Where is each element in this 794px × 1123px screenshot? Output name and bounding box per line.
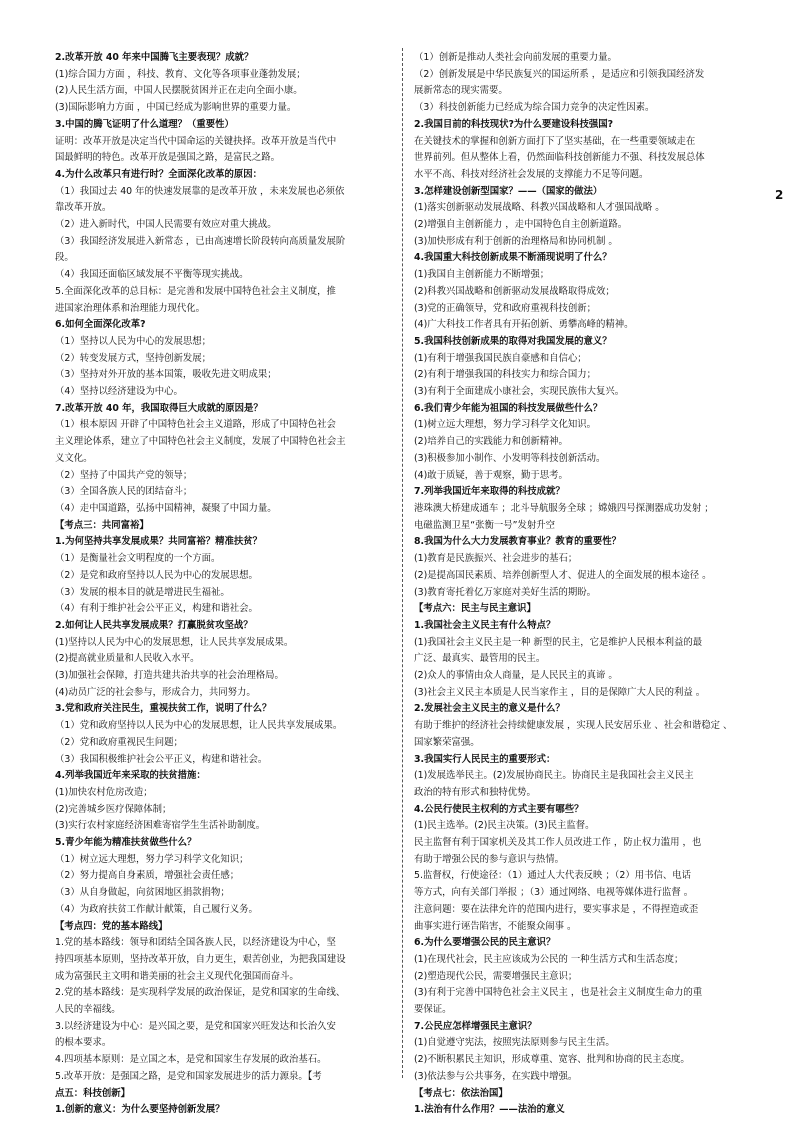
left-text-line: （3）全国各族人民的团结奋斗；: [55, 486, 193, 498]
column-divider: [402, 48, 403, 1078]
right-text-line: (2)众人的事情由众人商量，是人民民主的真谛 。: [414, 670, 618, 682]
left-text-line: 1.为何坚持共享发展成果？共同富裕？精准扶贫？: [55, 536, 262, 548]
right-text-line: 【考点七：依法治国】: [414, 1087, 508, 1099]
left-text-line: 5.全面深化改革的总目标：是完善和发展中国特色社会主义制度，推: [55, 285, 336, 297]
left-text-line: 2.如何让人民共享发展成果？打赢脱贫攻坚战？: [55, 619, 253, 631]
left-text-line: 2.党的基本路线：是实现科学发展的政治保证，是党和国家的生命线、: [55, 987, 346, 999]
right-text-line: (1)自觉遵守宪法，按照宪法原则参与民主生活。: [414, 1037, 615, 1049]
left-text-line: （3）发展的根本目的就是增进民生福祉。: [55, 586, 230, 598]
left-text-line: (2)完善城乡医疗保障体制；: [55, 803, 172, 815]
right-text-line: 【考点六：民主与民主意识】: [414, 603, 536, 615]
right-text-line: 1.我国社会主义民主有什么特点？: [414, 619, 556, 631]
right-text-line: 在关键技术的掌握和创新方面打下了坚实基础，在一些重要领域走在: [414, 135, 696, 147]
left-text-line: （3）我国积极维护社会公平正义，构建和谐社会。: [55, 753, 268, 765]
right-text-line: 3.怎样建设创新型国家？——（国家的做法）: [414, 185, 603, 197]
right-text-line: 4.我国重大科技创新成果不断涌现说明了什么？: [414, 252, 612, 264]
right-text-line: (3)积极参加小制作、小发明等科技创新活动。: [414, 452, 606, 464]
left-text-line: (2)提高就业质量和人民收入水平。: [55, 653, 200, 665]
left-text-line: （1）党和政府坚持以人民为中心的发展思想，让人民共享发展成果。: [55, 720, 343, 732]
right-text-line: 政治的特有形式和独特优势。: [414, 786, 536, 798]
left-text-line: (1)综合国力方面 ，科技、教育、文化等各项事业蓬勃发展；: [55, 68, 306, 80]
page-number: 2: [775, 188, 784, 202]
right-text-line: (3)加快形成有利于创新的治理格局和协同机制 。: [414, 235, 618, 247]
left-text-line: 5.青少年能为精准扶贫做些什么？: [55, 837, 197, 849]
right-text-line: (1)在现代社会，民主应该成为公民的 一种生活方式和生活态度；: [414, 953, 684, 965]
right-text-line: 6.我们青少年能为祖国的科技发展做些什么？: [414, 402, 603, 414]
left-text-line: 4.列举我国近年来采取的扶贫措施：: [55, 770, 206, 782]
right-text-line: 广泛、最真实、最管用的民主。: [414, 653, 546, 665]
left-text-line: 人民的幸福线。: [55, 1004, 121, 1016]
right-text-line: 3.我国实行人民民主的重要形式：: [414, 753, 556, 765]
right-text-line: 7.列举我国近年来取得的科技成就？: [414, 486, 565, 498]
right-text-line: (4)敢于质疑，善于观察，勤于思考。: [414, 469, 568, 481]
left-text-line: （4）坚持以经济建设为中心。: [55, 386, 183, 398]
right-text-line: (1)有利于增强我国民族自豪感和自信心；: [414, 352, 587, 364]
left-text-line: 3.以经济建设为中心：是兴国之要，是党和国家兴旺发达和长治久安: [55, 1020, 336, 1032]
right-text-line: 1.法治有什么作用？——法治的意义: [414, 1104, 565, 1116]
left-text-line: （4）我国还面临区域发展不平衡等现实挑战。: [55, 269, 249, 281]
right-text-line: (3)党的正确领导，党和政府重视科技创新；: [414, 302, 597, 314]
left-text-line: 成为富强民主文明和谐美丽的社会主义现代化强国而奋斗。: [55, 970, 299, 982]
right-text-line: (2)是提高国民素质、培养创新型人才、促进人的全面发展的根本途径 。: [414, 569, 712, 581]
left-text-line: （1）是衡量社会文明程度的一个方面。: [55, 553, 221, 565]
left-text-line: (1)加快农村危房改造；: [55, 786, 153, 798]
right-text-line: 2.我国目前的科技现状?为什么要建设科技强国?: [414, 118, 614, 130]
left-text-line: (1)坚持以人民为中心的发展思想，让人民共享发展成果。: [55, 636, 294, 648]
left-text-line: 段。: [55, 252, 74, 264]
right-column: [414, 50, 748, 1119]
right-text-line: 世界前列。但从整体上看，仍然面临科技创新能力不强、科技发展总体: [414, 152, 705, 164]
left-text-line: （3）我国经济发展进入新常态 ，已由高速增长阶段转向高质量发展阶: [55, 235, 346, 247]
right-text-line: (3)有利于全面建成小康社会，实现民族伟大复兴。: [414, 386, 625, 398]
left-text-line: （4）为政府扶贫工作献计献策，自己履行义务。: [55, 903, 258, 915]
right-text-line: 电磁监测卫星“张衡一号”发射升空: [414, 519, 555, 531]
right-text-line: 有助于增强公民的参与意识与热情。: [414, 853, 565, 865]
left-text-line: (3)实行农村家庭经济困难寄宿学生生活补助制度。: [55, 820, 266, 832]
left-text-line: （3）坚持对外开放的基本国策，吸收先进文明成果；: [55, 369, 277, 381]
left-text-line: （2）党和政府重视民生问题；: [55, 736, 183, 748]
left-text-line: 的根本要求。: [55, 1037, 112, 1049]
right-text-line: (1)民主选举。(2)民主决策。(3)民主监督。: [414, 820, 595, 832]
left-column: [55, 50, 393, 1119]
right-text-line: 5.我国科技创新成果的取得对我国发展的意义？: [414, 335, 612, 347]
left-text-line: 7.改革开放 40 年，我国取得巨大成就的原因是？: [55, 402, 263, 414]
left-text-line: 4.为什么改革只有进行时？全面深化改革的原因：: [55, 168, 262, 180]
left-text-line: 主义理论体系，建立了中国特色社会主义制度，发展了中国特色社会主: [55, 436, 346, 448]
right-text-line: (2)有利于增强我国的科技实力和综合国力；: [414, 369, 597, 381]
left-text-line: 国最鲜明的特色。改革开放是强国之路，是富民之路。: [55, 152, 281, 164]
left-text-line: 持四项基本原则，坚持改革开放，自力更生，艰苦创业，为把我国建设: [55, 953, 346, 965]
right-text-line: 曲事实进行诬告陷害，不能聚众闹事 。: [414, 920, 577, 932]
left-text-line: （1）根本原因 开辟了中国特色社会主义道路，形成了中国特色社会: [55, 419, 336, 431]
left-text-line: 靠改革开放。: [55, 202, 112, 214]
right-text-line: (1)落实创新驱动发展战略、科教兴国战略和人才强国战略 。: [414, 202, 665, 214]
right-text-line: (3)教育寄托着亿万家庭对美好生活的期盼。: [414, 586, 597, 598]
right-text-line: (2)培养自己的实践能力和创新精神。: [414, 436, 568, 448]
right-text-line: 6.为什么要增强公民的民主意识？: [414, 937, 556, 949]
right-text-line: (2)不断积累民主知识，形成尊重、宽容、批判和协商的民主态度。: [414, 1054, 690, 1066]
left-text-line: 点五：科技创新】: [55, 1087, 131, 1099]
left-text-line: (3)国际影响力方面 ，中国已经成为影响世界的重要力量。: [55, 102, 297, 114]
left-text-line: 进国家治理体系和治理能力现代化。: [55, 302, 206, 314]
left-text-line: （1）我国过去 40 年的快速发展靠的是改革开放 ，未来发展也必须依: [55, 185, 345, 197]
right-text-line: 有助于维护的经济社会持续健康发展 ，实现人民安居乐业 、社会和谐稳定 、: [414, 720, 733, 732]
left-text-line: 证明：改革开放是决定当代中国命运的关键抉择。改革开放是当代中: [55, 135, 337, 147]
right-text-line: (2)塑造现代公民，需要增强民主意识；: [414, 970, 578, 982]
right-text-line: (1)树立远大理想，努力学习科学文化知识。: [414, 419, 597, 431]
left-text-line: 义文化。: [55, 452, 93, 464]
left-text-line: (2)人民生活方面，中国人民摆脱贫困并正在走向全面小康。: [55, 85, 303, 97]
right-text-line: 8.我国为什么大力发展教育事业？教育的重要性？: [414, 536, 621, 548]
right-text-line: （1）创新是推动人类社会向前发展的重要力量。: [414, 52, 617, 63]
right-text-line: (3)有利于完善中国特色社会主义民主 ，也是社会主义制度生命力的重: [414, 987, 703, 999]
right-text-line: （2）创新发展是中华民族复兴的国运所系 ，是适应和引领我国经济发: [414, 68, 705, 80]
left-text-line: 5.改革开放：是强国之路，是党和国家发展进步的活力源泉。【考: [55, 1070, 322, 1082]
left-text-line: (4)动员广泛的社会参与，形成合力，共同努力。: [55, 686, 256, 698]
right-text-line: （3）科技创新能力已经成为综合国力竞争的决定性因素。: [414, 102, 655, 114]
right-text-line: 港珠澳大桥建成通车 ；北斗导航服务全球 ；嫦娥四号探测器成功发射 ；: [414, 502, 714, 514]
right-text-line: 7.公民应怎样增强民主意识？: [414, 1020, 537, 1032]
left-text-line: （4）有利于维护社会公平正义，构建和谐社会。: [55, 603, 258, 615]
left-text-line: 6.如何全面深化改革?: [55, 319, 146, 331]
right-text-line: 展新常态的现实需要。: [414, 85, 508, 97]
left-text-line: (3)加强社会保障，打造共建共治共享的社会治理格局。: [55, 670, 284, 682]
left-text-line: （3）从自身做起，向贫困地区捐款捐物；: [55, 887, 230, 899]
left-text-line: （2）努力提高自身素质，增强社会责任感；: [55, 870, 240, 882]
right-text-line: (1)教育是民族振兴、社会进步的基石；: [414, 553, 578, 565]
right-text-line: 水平不高、科技对经济社会发展的支撑能力不足等问题。: [414, 168, 649, 180]
right-text-line: 5.监督权，行使途径：（1）通过人大代表反映 ；（2）用书信、电话: [414, 870, 691, 882]
left-text-line: （1）坚持以人民为中心的发展思想；: [55, 335, 211, 347]
right-text-line: 民主监督有利于国家机关及其工作人员改进工作 ，防止权力滥用 ，也: [414, 837, 702, 849]
right-text-line: (1)我国自主创新能力不断增强；: [414, 269, 550, 281]
right-text-line: 注意问题：要在法律允许的范围内进行，要实事求是 ，不得捏造或歪: [414, 903, 699, 915]
right-text-line: 要保证。: [414, 1004, 452, 1016]
right-text-line: 国家繁荣富强。: [414, 736, 480, 748]
left-text-line: 【考点四：党的基本路线】: [55, 920, 168, 932]
left-text-line: （1）树立远大理想，努力学习科学文化知识；: [55, 853, 249, 865]
left-text-line: （4）走中国道路，弘扬中国精神，凝聚了中国力量。: [55, 502, 277, 514]
right-text-line: 4.公民行使民主权利的方式主要有哪些？: [414, 803, 584, 815]
left-text-line: 2.改革开放 40 年来中国腾飞主要表现？成就？: [55, 52, 254, 63]
left-text-line: （2）进入新时代，中国人民需要有效应对重大挑战。: [55, 219, 277, 231]
left-text-line: 1.创新的意义：为什么要坚持创新发展？: [55, 1104, 225, 1116]
right-text-line: (2)增强自主创新能力 ，走中国特色自主创新道路。: [414, 219, 628, 231]
left-text-line: （2）是党和政府坚持以人民为中心的发展思想。: [55, 569, 258, 581]
right-text-line: (2)科教兴国战略和创新驱动发展战略取得成效；: [414, 285, 615, 297]
right-text-line: 2.发展社会主义民主的意义是什么？: [414, 703, 565, 715]
left-text-line: （2）坚持了中国共产党的领导；: [55, 469, 193, 481]
right-text-line: (3)依法参与公共事务，在实践中增强。: [414, 1070, 578, 1082]
left-text-line: 3.中国的腾飞证明了什么道理？（重要性）: [55, 118, 234, 130]
right-text-line: (3)社会主义民主本质是人民当家作主 ，目的是保障广大人民的利益 。: [414, 686, 706, 698]
left-text-line: （2）转变发展方式，坚持创新发展；: [55, 352, 211, 364]
left-text-line: 3.党和政府关注民生，重视扶贫工作，说明了什么？: [55, 703, 272, 715]
right-text-line: (1)发展选举民主。(2)发展协商民主。协商民主是我国社会主义民主: [414, 770, 694, 782]
right-text-line: (1)我国社会主义民主是一种 新型的民主，它是维护人民根本利益的最: [414, 636, 703, 648]
right-text-line: 等方式，向有关部门举报 ；（3）通过网络、电视等媒体进行监督 。: [414, 887, 694, 899]
left-text-line: 【考点三：共同富裕】: [55, 519, 149, 531]
left-text-line: 1.党的基本路线：领导和团结全国各族人民，以经济建设为中心，坚: [55, 937, 336, 949]
left-text-line: 4.四项基本原则：是立国之本，是党和国家生存发展的政治基石。: [55, 1054, 327, 1066]
right-text-line: (4)广大科技工作者具有开拓创新、勇攀高峰的精神。: [414, 319, 634, 331]
